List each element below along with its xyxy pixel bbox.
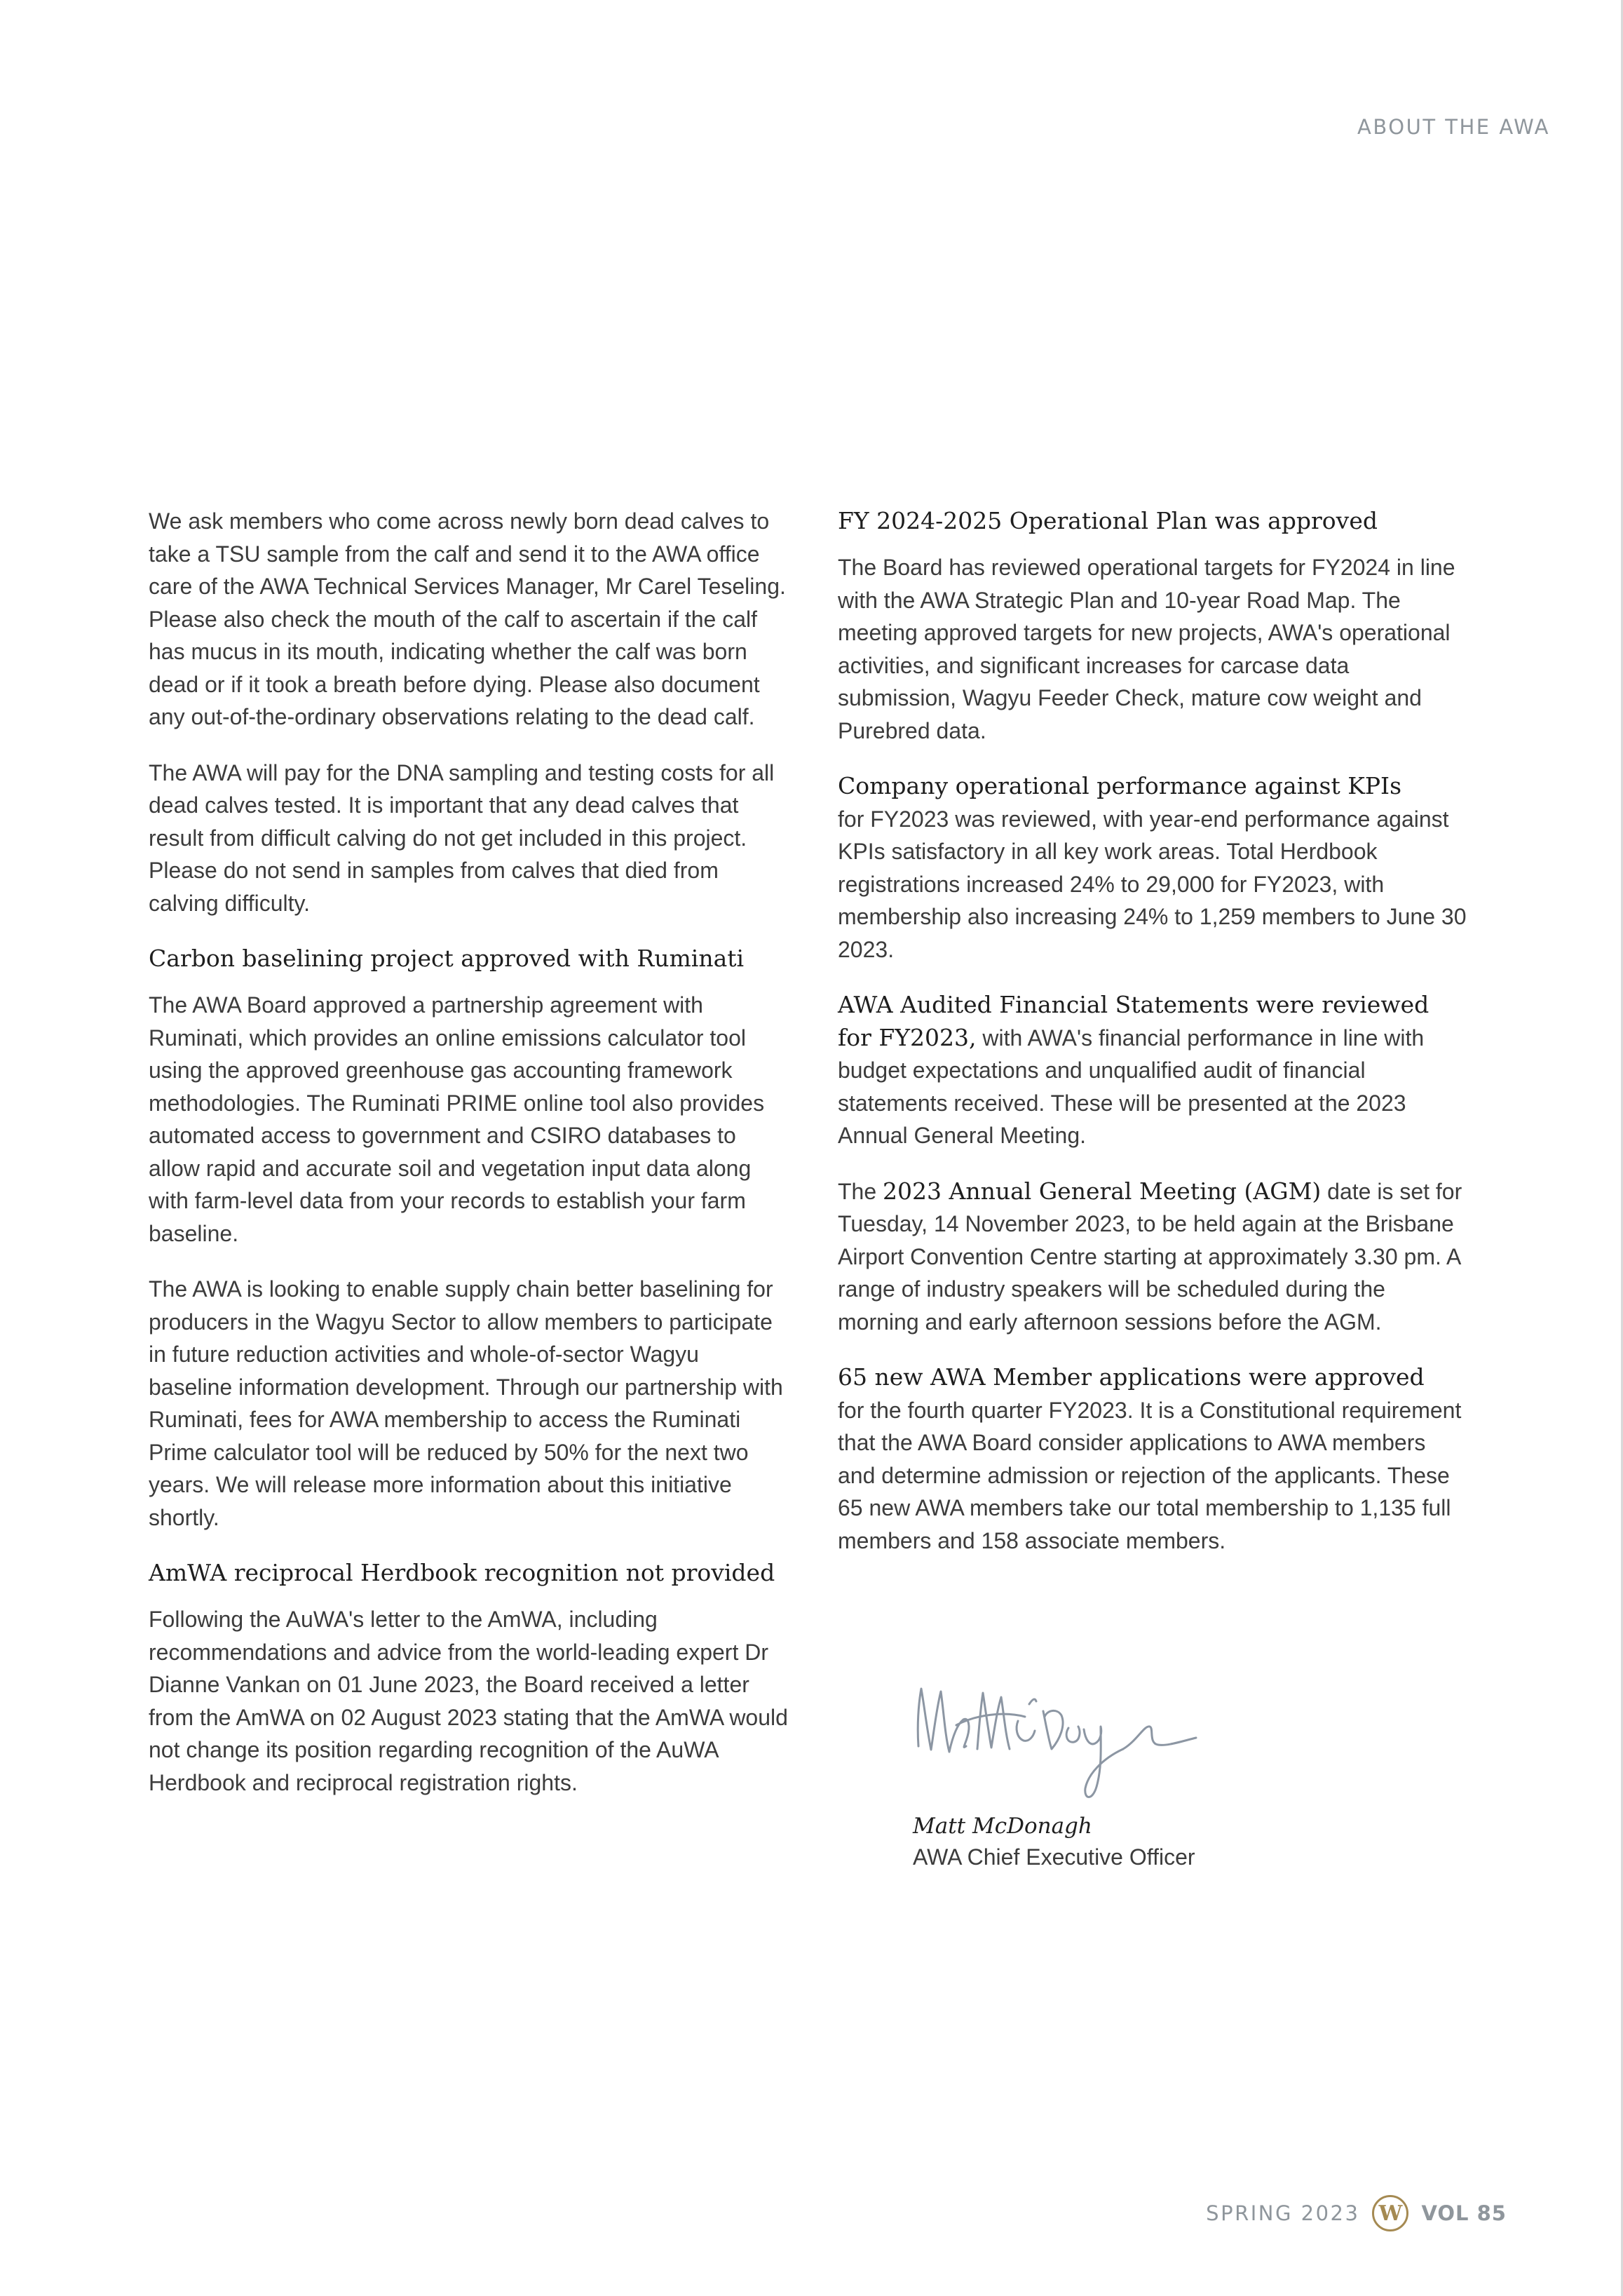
heading-carbon-baselining: Carbon baselining project approved with Ruminati (149, 945, 745, 972)
agm-pre: The (838, 1178, 883, 1204)
paragraph-ruminati-partnership: The AWA Board approved a partnership agreement with Ruminati, which provides an online emissions calculator tool using the approved greenhouse gas accounting framework methodologies. The Ruminati PRIME online tool also provides automated access to government and CSIRO databases to allow rapid and accurate soil and vegetation input data along with farm-level data from your records to establish your farm baseline. (149, 992, 765, 1246)
paragraph-kpi-performance (838, 770, 1469, 966)
members-text: for the fourth quarter FY2023. It is a Constitutional requirement that the AWA Board consider applications to AWA members and determine admission or rejection of the applicants. These 65 new AWA members take our total membership to 1,135 full members and 158 associate members. (838, 1397, 1462, 1553)
paragraph-financial-statements (838, 989, 1469, 1152)
paragraph-new-members (838, 1361, 1469, 1557)
footer-season: SPRING 2023 (1206, 2201, 1360, 2225)
paragraph-supply-chain: The AWA is looking to enable supply chain better baselining for producers in the Wagyu Sector to allow members to participate in future reduction activities and whole-of-sector Wagyu baseline information development. Through our partnership with Ruminati, fees for AWA membership to access the Ruminati Prime calculator tool will be reduced by 50% for the next two years. We will release more information about this initiative shortly. (149, 1276, 783, 1530)
kpi-text: for FY2023 was reviewed, with year-end performance against KPIs satisfactory in all key work areas. Total Herdbook registrations increased 24% to 29,000 for FY2023, with membership also increasing 24% to 1,259 members to June 30 2023. (838, 806, 1467, 962)
signatory-title: AWA Chief Executive Officer (913, 1844, 1195, 1870)
paragraph-operational-targets: The Board has reviewed operational targets for FY2024 in line with the AWA Strategic Plan and 10-year Road Map. The meeting approved targets for new projects, AWA's operational activities, and significant increases for carcase data submission, Wagyu Feeder Check, mature cow weight and Purebred data. (838, 555, 1455, 743)
wagyu-logo-icon (1372, 2195, 1408, 2231)
footer-volume: VOL 85 (1421, 2201, 1507, 2225)
right-column (838, 505, 1469, 1580)
signature-block (913, 1676, 1333, 1872)
heading-operational-plan: FY 2024-2025 Operational Plan was approved (838, 507, 1378, 534)
agm-text: date is set for Tuesday, 14 November 2023, to be held again at the Brisbane Airport Convention Centre starting at approximately 3.30 pm. A range of industry speakers will be scheduled during the morning and early afternoon sessions before the AGM. (838, 1178, 1462, 1335)
page-footer (1206, 2192, 1507, 2234)
members-lead: 65 new AWA Member applications were approved (838, 1363, 1425, 1391)
heading-amwa-recognition: AmWA reciprocal Herdbook recognition not provided (149, 1559, 775, 1586)
paragraph-agm (838, 1175, 1469, 1339)
paragraph-dna-costs: The AWA will pay for the DNA sampling and testing costs for all dead calves tested. It is important that any dead calves that result from difficult calving do not get included in this project. Please do not send in samples from calves that died from calving difficulty. (149, 759, 775, 916)
paragraph-amwa-letter: Following the AuWA's letter to the AmWA, including recommendations and advice from the world-leading expert Dr Dianne Vankan on 01 June 2023, the Board received a letter from the AmWA on 02 August 2023 stating that the AmWA would not change its position regarding recognition of the AuWA Herdbook and reciprocal registration rights. (149, 1607, 788, 1795)
financial-text: with AWA's financial performance in line with budget expectations and unqualified audit of financial statements received. These will be presented at the 2023 Annual General Meeting. (838, 1025, 1425, 1148)
signatory-name: Matt McDonagh (913, 1814, 1092, 1839)
left-column (149, 505, 788, 1822)
section-label: ABOUT THE AWA (1357, 115, 1550, 139)
paragraph-dead-calves: We ask members who come across newly born dead calves to take a TSU sample from the calf and send it to the AWA office care of the AWA Technical Services Manager, Mr Carel Teseling. Please also check the mouth of the calf to ascertain if the calf has mucus in its mouth, indicating whether the calf was born dead or if it took a breath before dying. Please also document any out-of-the-ordinary observations relating to the dead calf. (149, 508, 786, 729)
handwritten-signature (913, 1676, 1207, 1809)
financial-lead: AWA Audited Financial Statements were reviewed for FY2023, (838, 991, 1430, 1051)
logo-letter: W (1378, 2201, 1403, 2226)
kpi-lead: Company operational performance against KPIs (838, 772, 1402, 799)
agm-lead: 2023 Annual General Meeting (AGM) (883, 1177, 1322, 1205)
